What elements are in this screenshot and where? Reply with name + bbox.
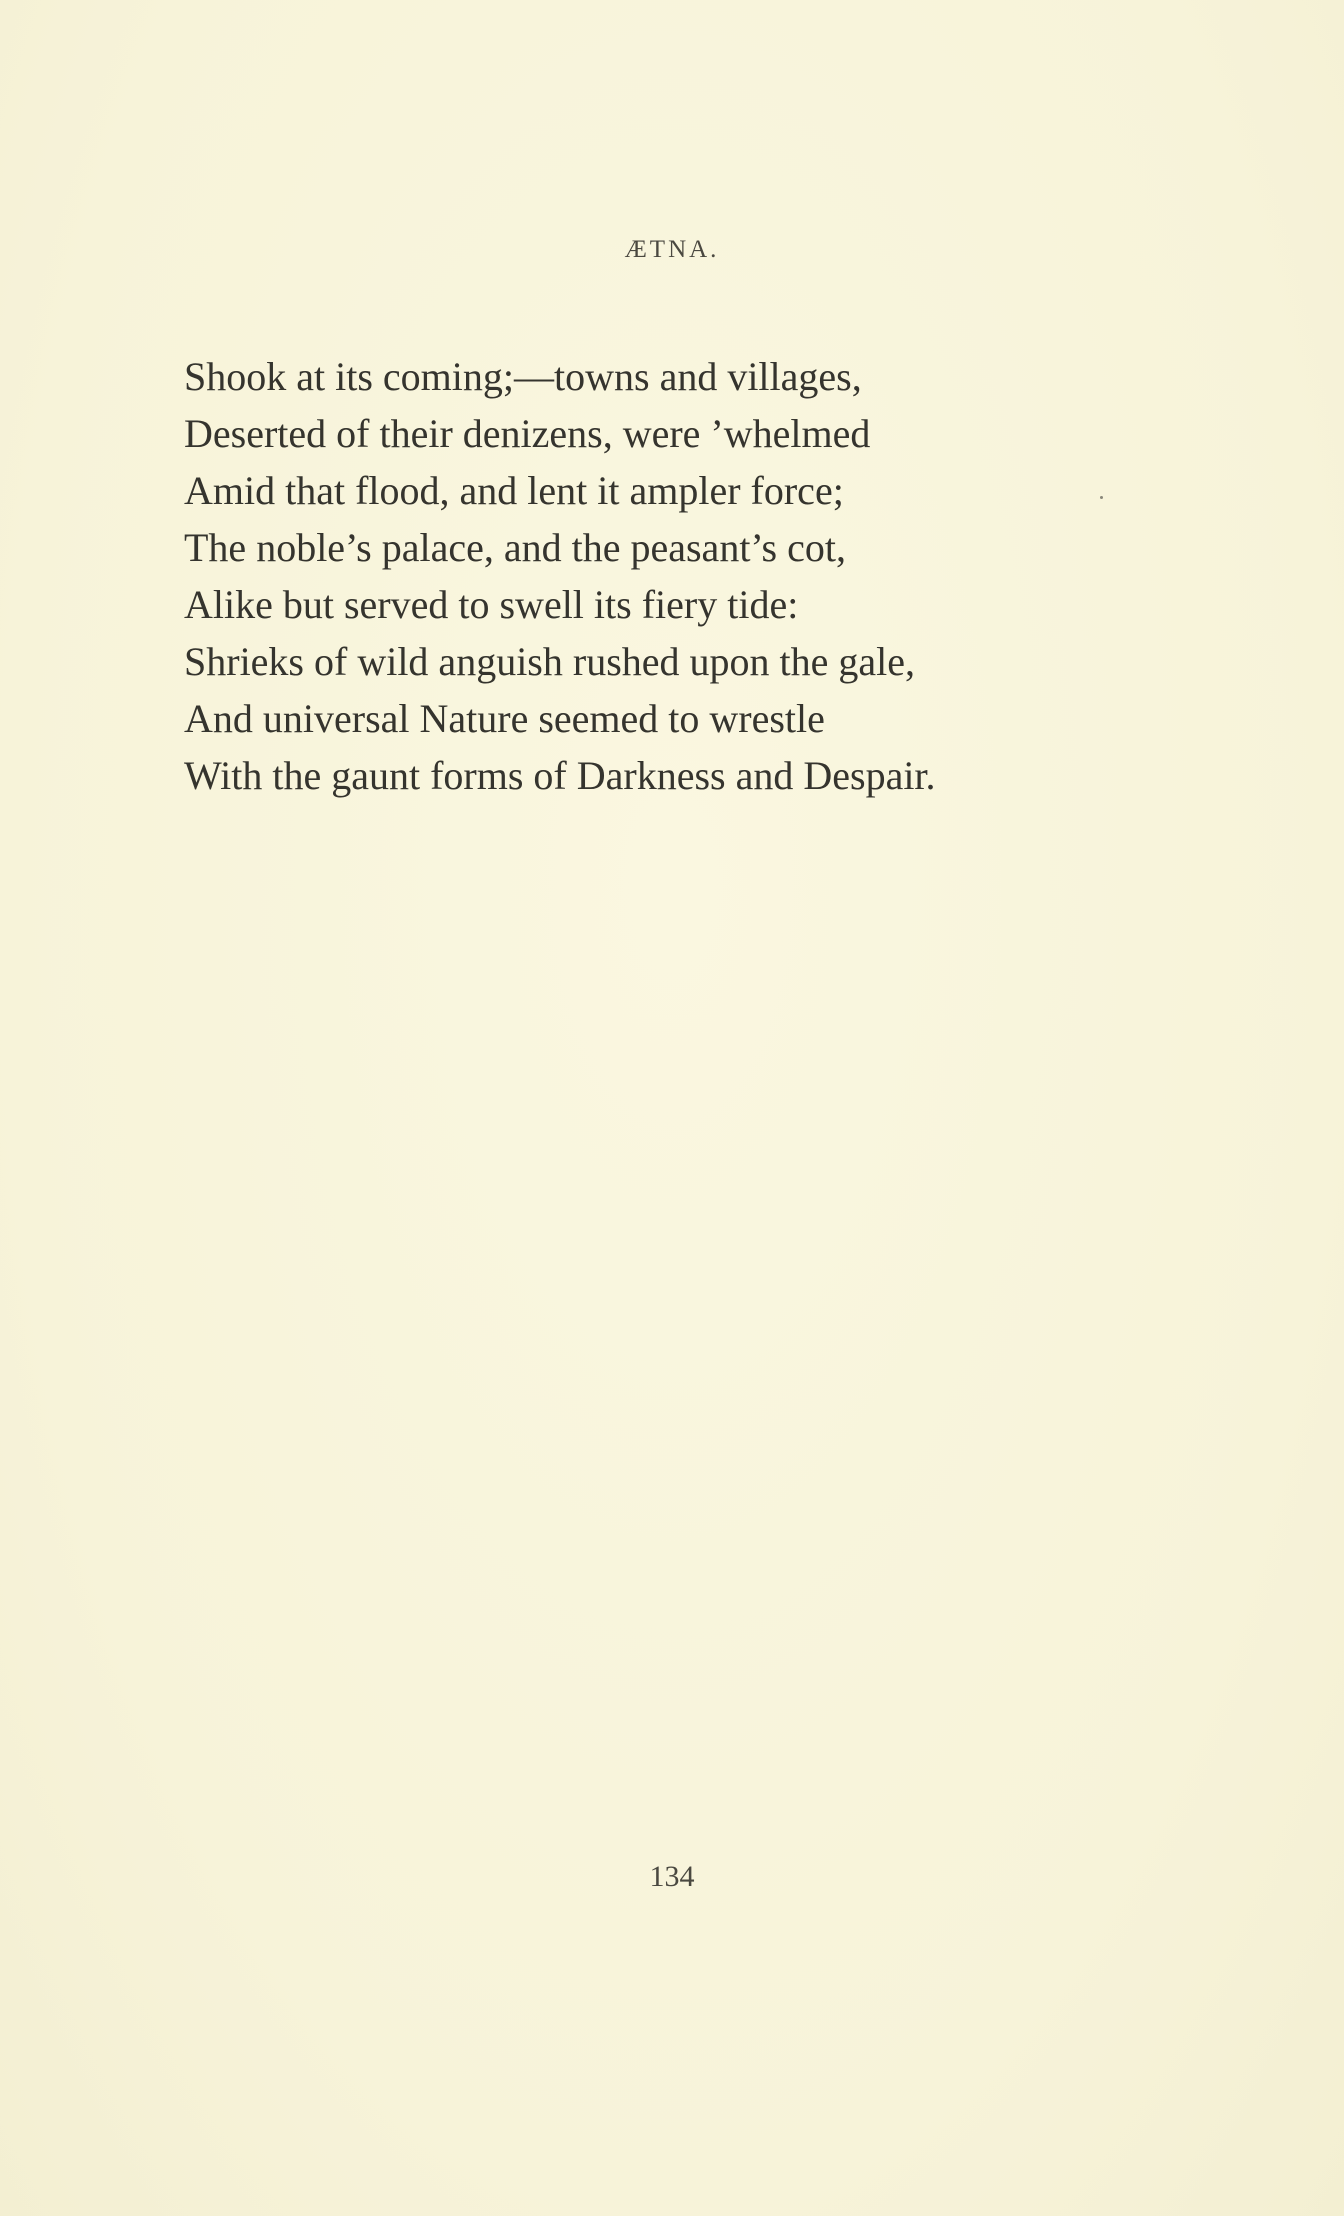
page-number: 134 <box>649 1860 695 1893</box>
poem-line: Deserted of their denizens, were ’whelmed <box>184 411 871 456</box>
running-head: ÆTNA. <box>624 236 720 263</box>
poem-line: The noble’s palace, and the peasant’s cot, <box>184 525 846 570</box>
poem-line: Shook at its coming;—towns and villages, <box>184 354 862 399</box>
poem-line: Amid that flood, and lent it ampler force; <box>184 468 844 513</box>
poem-line: Alike but served to swell its fiery tide: <box>184 582 799 627</box>
poem-stanza <box>184 348 1184 804</box>
paper-speck <box>1100 496 1103 499</box>
poem-line: With the gaunt forms of Darkness and Despair. <box>184 753 936 798</box>
poem-line: And universal Nature seemed to wrestle <box>184 696 825 741</box>
poem-line: Shrieks of wild anguish rushed upon the gale, <box>184 639 915 684</box>
